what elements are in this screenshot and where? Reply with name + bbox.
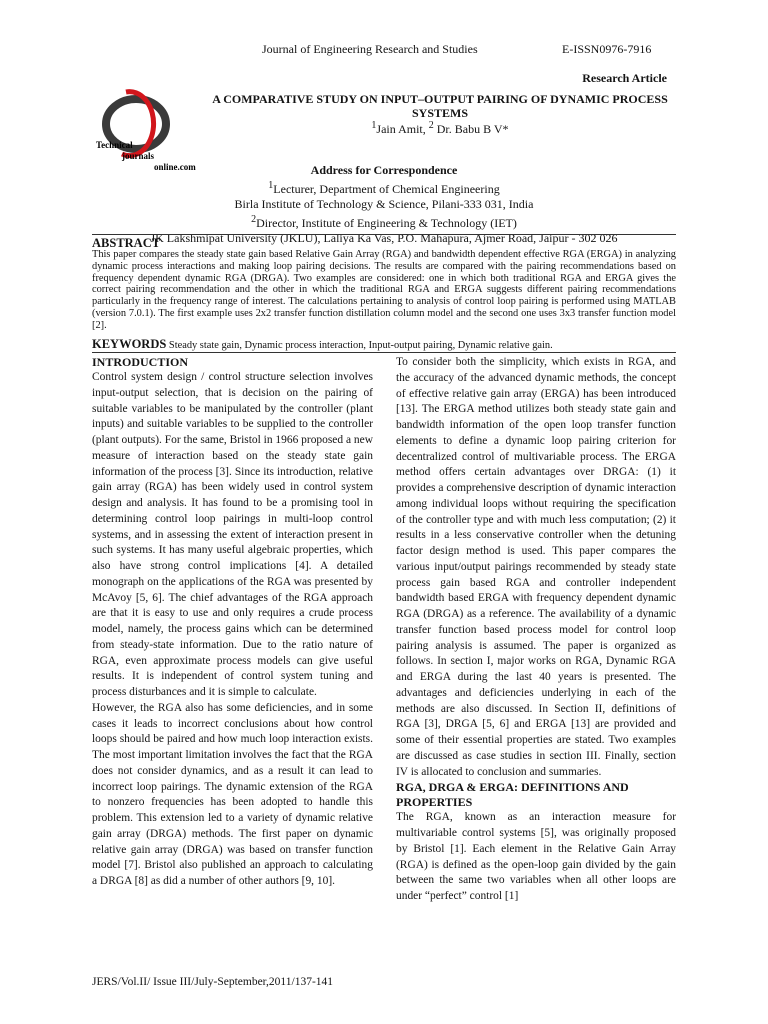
rule-bottom — [92, 352, 676, 353]
introduction-heading: INTRODUCTION — [92, 355, 189, 369]
address-sup-1: 1 — [268, 180, 274, 191]
intro-paragraph-2: However, the RGA also has some deficiencies, and in some cases it leads to incorrect conclusions about how control loops should be paired and how much loop interaction exists. The most important limitation involves the fact that the RGA does not consider dynamics, and as a result it can lead to incorrect loop pairings. The dynamic extension of the RGA to nonzero frequencies has been adopted to handle this problem. This extension led to a variety of dynamic relative gain array (DRGA) methods. The first paper on dynamic relative gain array (DRGA) was based on transfer function model [7]. Bristol also published an approach to calculating a DRGA [8] as did a number of other authors [9, 10]. — [92, 701, 373, 887]
address-line-2: Birla Institute of Technology & Science, Pilani-333 031, India — [234, 197, 534, 211]
address-line-3 — [60, 212, 708, 231]
page-footer: JERS/Vol.II/ Issue III/July-September,2011/137-141 — [92, 976, 334, 988]
right-paragraph-1: To consider both the simplicity, which exists in RGA, and the accuracy of the advanced dynamic methods, the concept of effective relative gain array (ERGA) has been introduced [13]. The ERGA method utilizes both steady state gain and bandwidth information of the open loop transfer function elements to define a dynamic loop pairing criterion for decentralized control of multivariable process. The ERGA method offers certain advantages over DRGA: (1) it provides a comprehensive description of dynamic interaction among individual loops without requiring the specification of the controller type and with much less computation; (2) it results in a less conservative controller when the detuning factor design method is used. This paper compares the various input/output pairings recommended by steady state process gain based RGA and controller independent bandwidth based ERGA with frequency dependent dynamic RGA (DRGA) as a reference. The availability of a dynamic transfer function based process model for control loop pairing analysis is assumed. The paper is organized as follows. In section I, major works on RGA, Dynamic RGA and ERGA during the last 40 years is presented. The advantages and deficiencies underlying in each of the methods are also discussed. In Section II, definitions of RGA [3], DRGA [5, 6] and ERGA [13] are provided and some of their essential properties are stated. Two examples are discussed as case studies in section III. Finally, section IV is allocated to conclusion and summaries. — [396, 356, 676, 778]
abstract-heading: ABSTRACT — [92, 236, 161, 250]
journal-name: Journal of Engineering Research and Studies — [262, 42, 478, 56]
article-type: Research Article — [582, 71, 667, 85]
keywords — [92, 337, 676, 352]
paper-title: A COMPARATIVE STUDY ON INPUT–OUTPUT PAIRING OF DYNAMIC PROCESS SYSTEMS — [212, 92, 668, 120]
rule-top — [92, 234, 676, 235]
definitions-heading: RGA, DRGA & ERGA: DEFINITIONS AND PROPERTIES — [396, 780, 629, 810]
logo-text-3: online.com — [154, 162, 196, 172]
right-column — [396, 355, 676, 905]
author-1: Jain Amit, — [376, 122, 429, 136]
logo-text-1: Technical — [96, 140, 133, 150]
intro-paragraph-1: Control system design / control structure selection involves input-output selection, that is decision on the pairing of suitable variables to be manipulated by the controller (plant inputs) and suitable variables to be supplied to the controller (plant outputs). For the same, Bristol in 1966 proposed a new measure of interaction based on the steady state gain information of the process [3]. Since its introduction, relative gain array (RGA) has been widely used in control system design and analysis. It has found to be a promising tool in determining control loop pairings in multi-loop control systems, and in assessing the extent of interaction present in such systems. It has many useful algebraic properties, which also have strong control implications [4]. A detailed monograph on the applications of the RGA was presented by McAvoy [5, 6]. The chief advantages of the RGA approach are that it is easy to use and only requires a crude process model, namely, the process gains which can be determined from steady-state information. Due to the ratio nature of RGA, even approximate process models can give useful results. It is independent of control system tuning and process disturbances and it is simple to calculate. — [92, 371, 373, 698]
address-line-1 — [60, 178, 708, 197]
address-heading: Address for Correspondence — [310, 163, 458, 177]
author-2: Dr. Babu B V* — [433, 122, 509, 136]
address-line-3-text: Director, Institute of Engineering & Technology (IET) — [256, 216, 517, 230]
logo-text-2: journals — [122, 151, 155, 161]
paper-authors — [200, 120, 680, 137]
author-sup-1: 1 — [371, 120, 377, 131]
address-sup-2: 2 — [251, 214, 257, 225]
left-column — [92, 355, 373, 890]
author-sup-2: 2 — [428, 120, 434, 131]
keywords-text: Steady state gain, Dynamic process interaction, Input-output pairing, Dynamic relative gain. — [166, 340, 553, 351]
address-line-1-text: Lecturer, Department of Chemical Engineering — [273, 182, 500, 196]
issn: E-ISSN0976-7916 — [562, 42, 652, 56]
right-paragraph-2: The RGA, known as an interaction measure for multivariable control systems [5], was originally proposed by Bristol [1]. Each element in the Relative Gain Array (RGA) is defined as the open-loop gain divided by the gain between the same two variables when all other loops are under “perfect” control [1] — [396, 811, 676, 902]
address-line-4: JK Lakshmipat University (JKLU), Laliya Ka Vas, P.O. Mahapura, Ajmer Road, Jaipur - 302 026 — [150, 231, 618, 245]
keywords-label: KEYWORDS — [92, 337, 167, 351]
abstract-text: This paper compares the steady state gain based Relative Gain Array (RGA) and bandwidth dependent effective RGA (ERGA) in analyzing dynamic process interactions and making loop pairing decisions. The results are compared with the pairing recommendations based on frequency dependent dynamic RGA (DRGA). Two examples are considered: one in which both traditional RGA and ERGA gives the correct pairing recommendation and the other in which the traditional RGA and ERGA suggests different pairing recommendations particularly in the frequency range of interest. The calculations pertaining to analysis of control loop pairing is performed using MATLAB (version 7.0.1). The first example uses 2x2 transfer function distillation column model and the second one uses 3x3 transfer function model [2]. — [92, 249, 676, 331]
